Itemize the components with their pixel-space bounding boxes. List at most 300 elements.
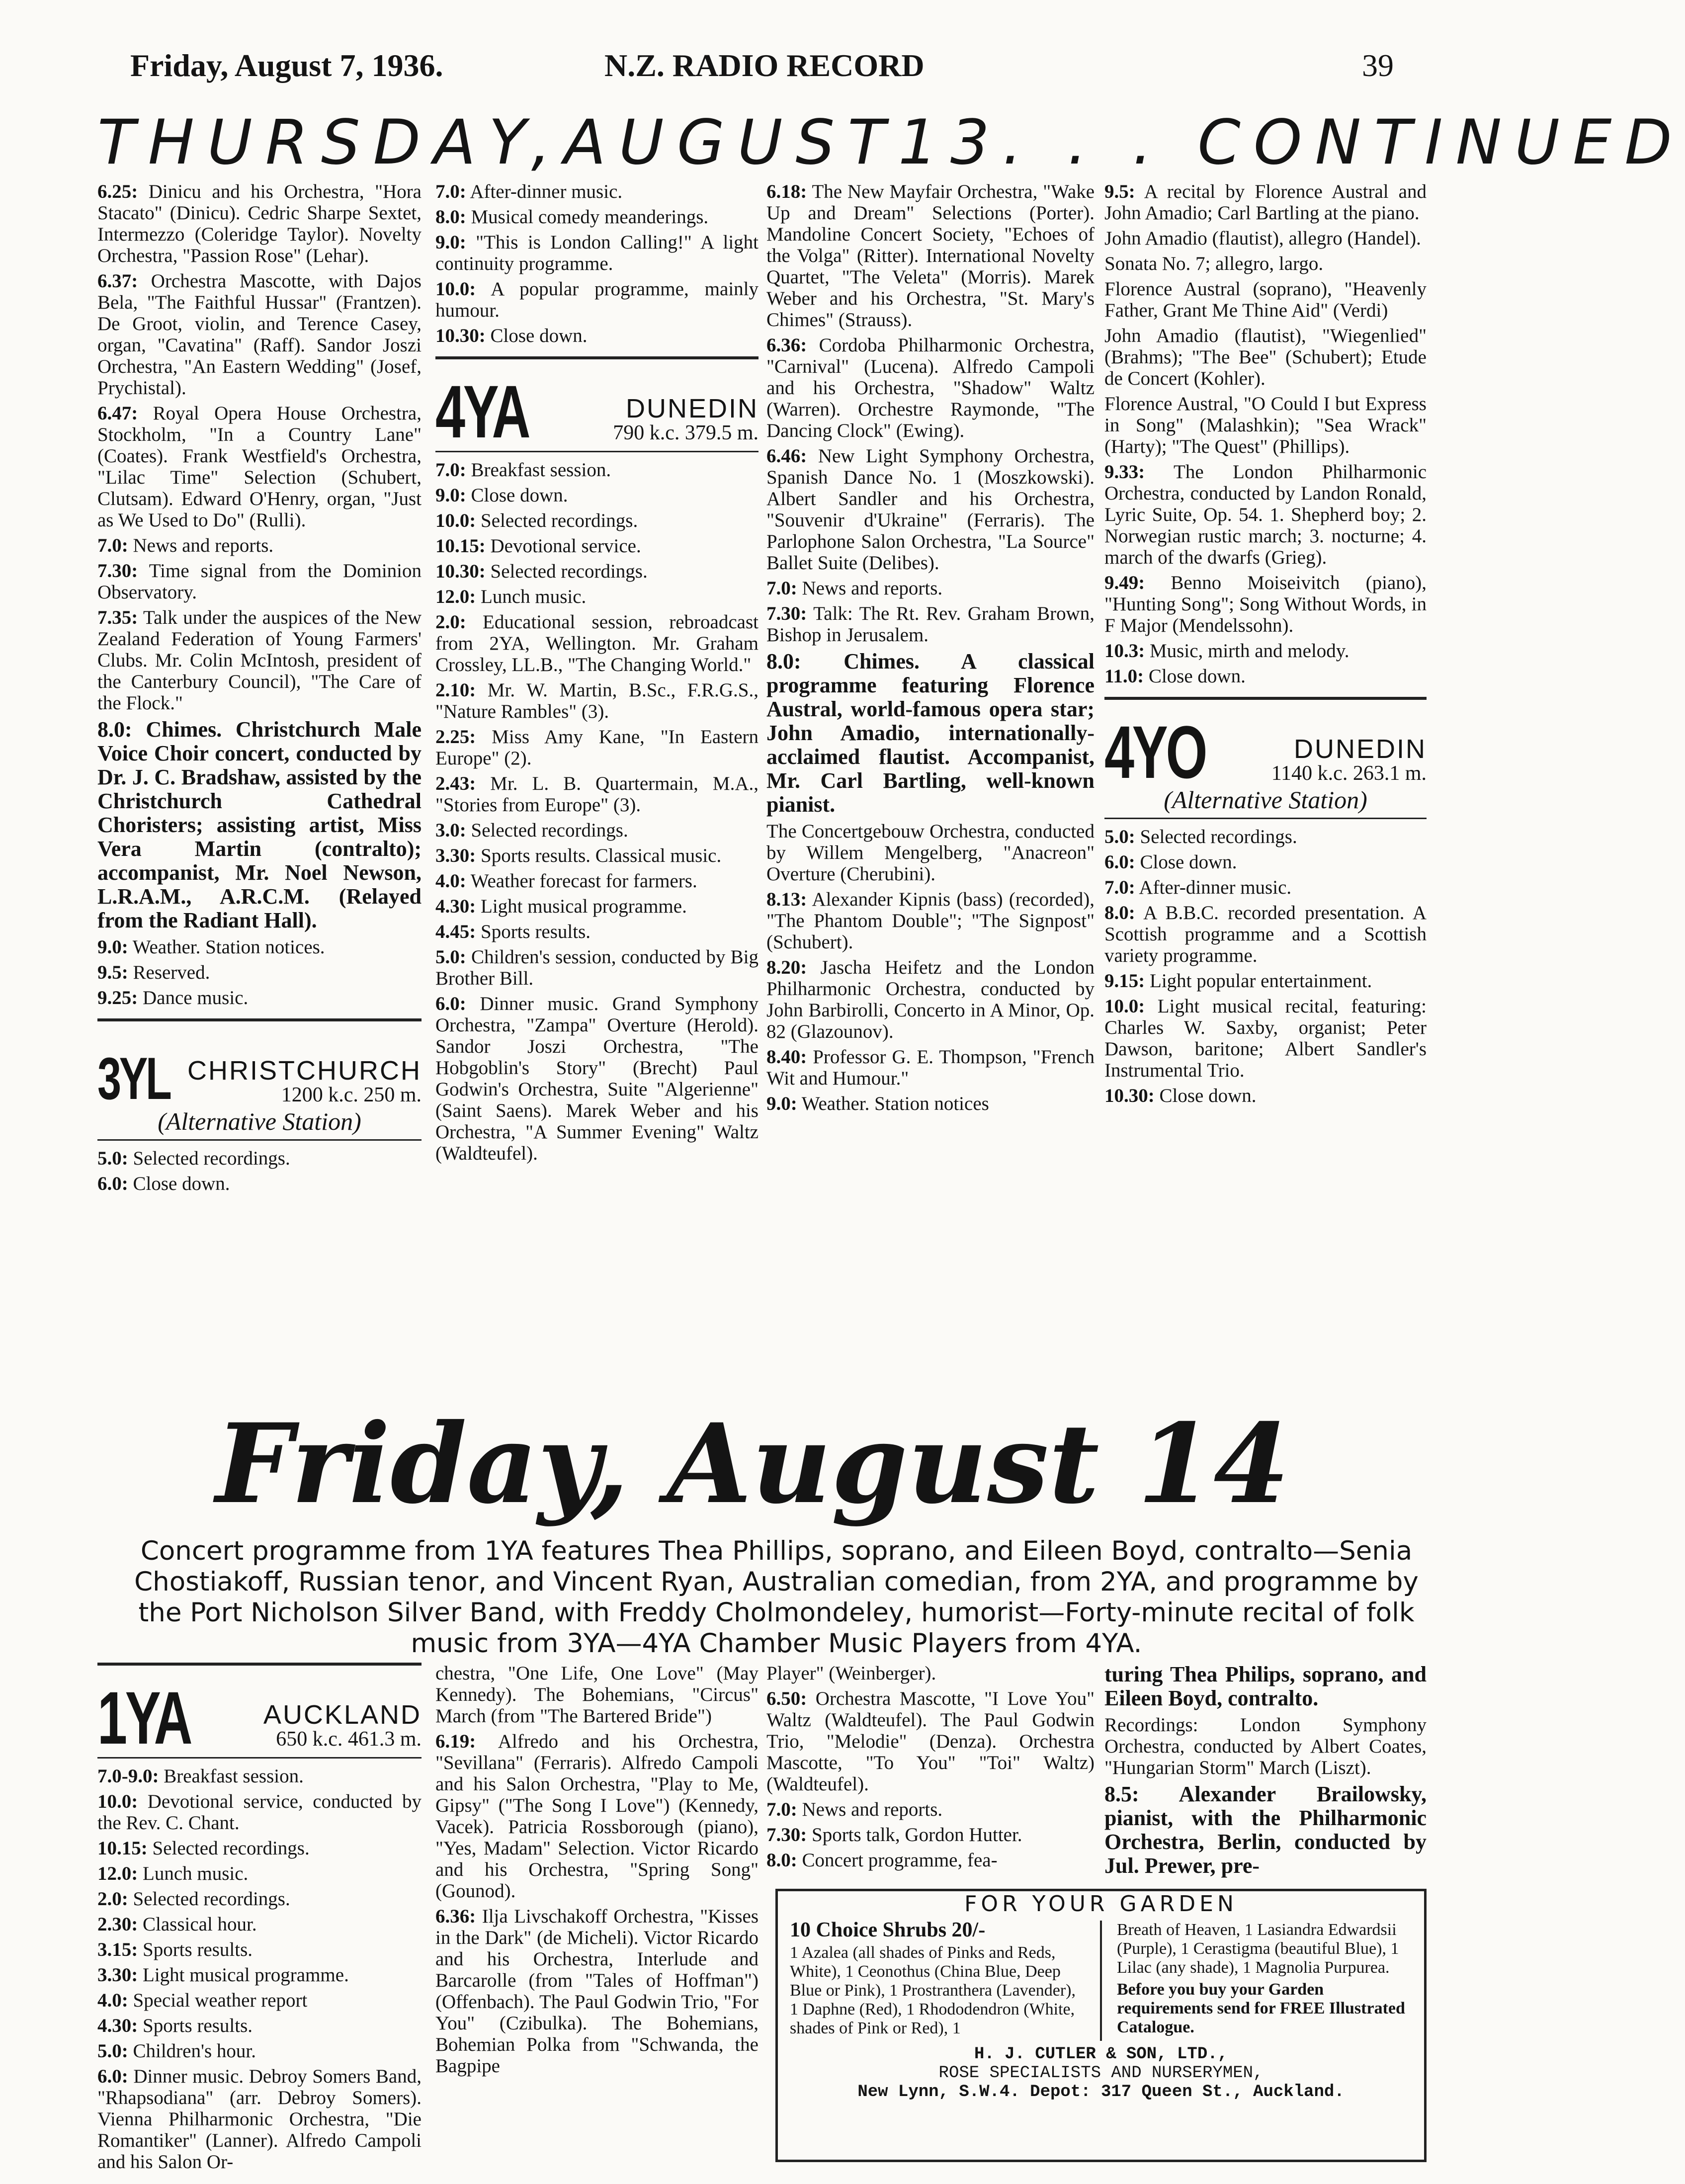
programme-list	[435, 181, 758, 346]
programme-list	[435, 1663, 758, 2077]
programme-item	[435, 820, 758, 841]
programme-time: 8.0:	[1104, 902, 1135, 924]
programme-time: 6.0:	[97, 1173, 128, 1194]
programme-text: Alexander Kipnis (bass) (recorded), "The Phantom Double"; "The Signpost" (Schubert).	[766, 889, 1095, 953]
header-publication: N.Z. RADIO RECORD	[604, 48, 925, 83]
programme-time: 7.0-9.0:	[97, 1765, 159, 1787]
programme-text: The London Philharmonic Orchestra, conducted by Landon Ronald, Lyric Suite, Op. 54. 1. Shepherd boy; 2. Norwegian rustic march; 3. nocturne; 4. march of the dwarfs (Grieg).	[1104, 461, 1427, 568]
programme-text: Special weather report	[128, 1990, 308, 2011]
station-callsign: 4YO	[1104, 710, 1206, 794]
programme-text: Dinner music. Debroy Somers Band, "Rhapsodiana" (arr. Debroy Somers). Vienna Philharmonic Orchestra, "Die Romantiker" (Lanner). Alfredo Campoli and his Salon Or-	[97, 2066, 421, 2173]
programme-time: 10.0:	[1104, 996, 1145, 1017]
programme-text: Weather. Station notices	[797, 1093, 989, 1114]
programme-item	[435, 896, 758, 917]
banner-word: 13	[898, 107, 1003, 178]
programme-item	[435, 1663, 758, 1727]
divider	[1104, 818, 1427, 819]
programme-time: 9.25:	[97, 987, 138, 1008]
programme-item	[435, 679, 758, 722]
programme-list	[97, 1765, 421, 2173]
programme-item	[766, 1799, 1095, 1820]
programme-text: Educational session, rebroadcast from 2YA, Wellington. Mr. Graham Crossley, LL.B., "The Changing World."	[435, 611, 758, 675]
programme-time: 8.40:	[766, 1046, 807, 1068]
divider	[97, 1663, 421, 1666]
ad-call-to-action: Before you buy your Garden requirements send for FREE Illustrated Catalogue.	[1117, 1980, 1405, 2036]
programme-text: New Light Symphony Orchestra, Spanish Dance No. 1 (Moszkowski). Albert Sandler and his Orchestra, "Souvenir d'Ukraine" (Ferraris). The Parlophone Salon Orchestra, "La Source" Ballet Suite (Delibes).	[766, 445, 1095, 574]
friday-col-4	[1104, 1663, 1427, 1882]
programme-text: Selected recordings.	[1135, 826, 1297, 847]
station-frequency: 650 k.c. 461.3 m.	[276, 1728, 421, 1751]
programme-item	[97, 270, 421, 399]
programme-time: 7.0:	[766, 578, 797, 599]
programme-item	[1104, 826, 1427, 847]
programme-text: Close down.	[1135, 851, 1237, 873]
programme-text: The New Mayfair Orchestra, "Wake Up and Dream" Selections (Porter). Mandoline Concert Society, "Echoes of the Volga" (Ritter). International Novelty Quartet, "The Veleta" (Morris). Marek Weber and his Orchestra, "St. Mary's Chimes" (Strauss).	[766, 181, 1095, 331]
programme-item	[1104, 851, 1427, 873]
programme-list	[435, 459, 758, 1164]
programme-text: Cordoba Philharmonic Orchestra, "Carnival" (Lucena). Alfredo Campoli and his Orchestra, "Shadow" Waltz (Warren). Orchestre Raymonde, "The Dancing Clock" (Ewing).	[766, 335, 1095, 441]
programme-time: 10.3:	[1104, 640, 1145, 662]
programme-item	[97, 1791, 421, 1834]
programme-time: 10.0:	[435, 510, 476, 531]
ad-footer	[778, 2045, 1424, 2101]
programme-item	[1104, 1782, 1427, 1878]
programme-time: 10.15:	[97, 1838, 148, 1859]
ad-trade: ROSE SPECIALISTS AND NURSERYMEN,	[938, 2064, 1264, 2083]
programme-time: 8.0:	[97, 717, 132, 742]
programme-item	[435, 206, 758, 228]
programme-time: 6.36:	[435, 1906, 476, 1927]
programme-text: Miss Amy Kane, "In Eastern Europe" (2).	[435, 726, 758, 769]
programme-time: 6.0:	[97, 2066, 128, 2087]
programme-list	[766, 181, 1095, 1114]
programme-time: 5.0:	[97, 1148, 128, 1169]
friday-col-1	[97, 1663, 421, 2177]
programme-item	[766, 1849, 1095, 1871]
station-header-3yl	[97, 1031, 421, 1112]
programme-text: Music, mirth and melody.	[1145, 640, 1349, 662]
programme-item	[435, 232, 758, 274]
programme-item	[435, 726, 758, 769]
friday-col-3	[766, 1663, 1095, 1875]
programme-time: 6.18:	[766, 181, 807, 202]
ad-heading: FOR YOUR GARDEN	[964, 1891, 1238, 1917]
programme-text: Breakfast session.	[159, 1765, 304, 1787]
programme-item	[435, 1731, 758, 1902]
station-info	[1221, 734, 1427, 785]
programme-text: Selected recordings.	[147, 1838, 310, 1859]
programme-time: 6.47:	[97, 403, 138, 424]
programme-time: 7.0:	[435, 181, 466, 202]
programme-item	[97, 2066, 421, 2173]
programme-text: Weather. Station notices.	[128, 936, 325, 958]
programme-text: Chimes. A classical programme featuring Florence Austral, world-famous opera star; John Amadio, internationally-acclaimed flautist. Accompanist, Mr. Carl Bartling, well-known pianist.	[766, 649, 1095, 817]
programme-time: 3.30:	[97, 1964, 138, 1986]
programme-item	[1104, 996, 1427, 1081]
programme-item	[97, 1964, 421, 1986]
thursday-col-1	[97, 181, 421, 1198]
programme-time: 7.35:	[97, 607, 138, 628]
programme-item	[435, 586, 758, 607]
programme-item	[435, 459, 758, 481]
programme-text: A recital by Florence Austral and John Amadio; Carl Bartling at the piano.	[1104, 181, 1427, 224]
programme-text: Reserved.	[128, 962, 210, 983]
programme-item	[97, 560, 421, 603]
programme-item	[435, 561, 758, 582]
programme-time: 2.30:	[97, 1914, 138, 1935]
programme-text: Mr. W. Martin, B.Sc., F.R.G.S., "Nature Rambles" (3).	[435, 679, 758, 722]
programme-item	[435, 325, 758, 346]
programme-text: John Amadio (flautist), allegro (Handel).	[1104, 228, 1421, 249]
programme-time: 5.0:	[435, 946, 466, 968]
programme-item	[97, 1990, 421, 2011]
programme-text: Benno Moiseivitch (piano), "Hunting Song"; Song Without Words, in F Major (Mendelssohn).	[1104, 572, 1427, 636]
programme-item	[97, 1863, 421, 1884]
programme-item	[766, 445, 1095, 574]
programme-time: 11.0:	[1104, 666, 1144, 687]
programme-time: 8.13:	[766, 889, 807, 910]
programme-text: Orchestra Mascotte, with Dajos Bela, "The Faithful Hussar" (Frantzen). De Groot, violin, and Terence Casey, organ, "Cavatina" (Raff). Sandor Joszi Orchestra, "An Eastern Wedding" (Josef, Prychistal).	[97, 270, 421, 399]
programme-time: 8.20:	[766, 957, 807, 978]
programme-text: Light popular entertainment.	[1145, 970, 1372, 992]
programme-time: 6.37:	[97, 270, 138, 292]
programme-time: 10.0:	[97, 1791, 138, 1812]
thursday-col-3	[766, 181, 1095, 1118]
programme-item	[1104, 325, 1427, 389]
programme-list	[1104, 826, 1427, 1106]
programme-text: Light musical programme.	[138, 1964, 349, 1986]
programme-text: Recordings: London Symphony Orchestra, conducted by Albert Coates, "Hungarian Storm" March (Liszt).	[1104, 1714, 1427, 1778]
programme-item	[766, 181, 1095, 331]
station-info	[203, 1700, 421, 1751]
programme-text: Alfredo and his Orchestra, "Sevillana" (Ferraris). Alfredo Campoli and his Salon Orchestra, "Play to Me, Gipsy" ("The Song I Love") (Kennedy, Vacek). Patricia Rossborough (piano), "Yes, Madam" Selection. Victor Ricardo and his Orchestra, "Spring Song" (Gounod).	[435, 1731, 758, 1902]
programme-time: 2.0:	[435, 611, 466, 633]
programme-text: Selected recordings.	[476, 510, 638, 531]
programme-item	[1104, 666, 1427, 687]
station-note: (Alternative Station)	[1164, 786, 1367, 814]
programme-text: The Concertgebouw Orchestra, conducted by Willem Mengelberg, "Anacreon" Overture (Cherubini).	[766, 821, 1095, 885]
station-frequency: 790 k.c. 379.5 m.	[613, 421, 758, 444]
programme-text: Classical hour.	[138, 1914, 257, 1935]
page-number: 39	[1362, 48, 1394, 83]
programme-text: Lunch music.	[476, 586, 587, 607]
programme-text: Talk under the auspices of the New Zealand Federation of Young Farmers' Clubs. Mr. Colin McIntosh, president of the Canterbury Council), "The Care of the Flock."	[97, 607, 421, 714]
programme-time: 2.25:	[435, 726, 476, 748]
programme-text: Chimes. Christchurch Male Voice Choir concert, conducted by Dr. J. C. Bradshaw, assisted by the Christchurch Cathedral Choristers; assisting artist, Miss Vera Martin (contralto); accompanist, Mr. Noel Newson, L.R.A.M., A.R.C.M. (Relayed from the Radiant Hall).	[97, 717, 421, 932]
programme-text: Sports results.	[476, 921, 591, 942]
programme-time: 12.0:	[97, 1863, 138, 1884]
friday-intro: Concert programme from 1YA features Thea Phillips, soprano, and Eileen Boyd, contralto—Senia Chostiakoff, Russian tenor, and Vincent Ryan, Australian comedian, from 2YA, and programme by the Port Nicholson Silver Band, with Freddy Cholmondeley, humorist—Forty-minute recital of folk music from 3YA—4YA Chamber Music Players from 4YA.	[134, 1536, 1419, 1659]
programme-item	[435, 510, 758, 531]
programme-item	[435, 993, 758, 1164]
programme-item	[97, 718, 421, 932]
programme-text: Close down.	[485, 325, 588, 346]
programme-time: 9.0:	[435, 232, 466, 253]
programme-time: 3.0:	[435, 820, 466, 841]
ad-shrub-list: 1 Azalea (all shades of Pinks and Reds, White), 1 Ceonothus (China Blue, Deep Blue or Pink), 1 Prostranthera (Lavender), 1 Daphne (Red), 1 Rhododendron (White, shades of Pink or Red), 1	[790, 1943, 1076, 2037]
programme-time: 2.10:	[435, 679, 476, 701]
programme-text: A popular programme, mainly humour.	[435, 278, 758, 321]
programme-item	[435, 946, 758, 989]
programme-time: 5.0:	[97, 2040, 128, 2062]
programme-time: 7.0:	[766, 1799, 797, 1820]
friday-title: Friday, August 14	[215, 1399, 1290, 1528]
ad-address: New Lynn, S.W.4. Depot: 317 Queen St., Auckland.	[857, 2083, 1345, 2101]
programme-item	[435, 921, 758, 942]
programme-time: 7.30:	[766, 603, 807, 624]
programme-item	[1104, 970, 1427, 992]
programme-text: Time signal from the Dominion Observatory.	[97, 560, 421, 603]
programme-item	[97, 535, 421, 556]
programme-item	[97, 987, 421, 1008]
programme-text: Dance music.	[138, 987, 249, 1008]
programme-text: Light musical programme.	[476, 896, 687, 917]
programme-item	[766, 335, 1095, 441]
programme-item	[97, 181, 421, 266]
garden-advertisement	[775, 1889, 1427, 2162]
programme-time: 3.15:	[97, 1939, 138, 1960]
station-city: AUCKLAND	[263, 1700, 421, 1730]
programme-item	[766, 1688, 1095, 1795]
programme-text: Alexander Brailowsky, pianist, with the Philharmonic Orchestra, Berlin, conducted by Jul. Prewer, pre-	[1104, 1782, 1427, 1878]
programme-item	[1104, 278, 1427, 321]
divider	[435, 356, 758, 359]
thursday-col-2	[435, 181, 758, 1168]
programme-item	[435, 278, 758, 321]
station-frequency: 1140 k.c. 263.1 m.	[1271, 762, 1427, 785]
programme-item	[766, 1824, 1095, 1846]
programme-item	[766, 603, 1095, 646]
programme-time: 4.0:	[435, 870, 466, 892]
programme-text: Breakfast session.	[466, 459, 611, 481]
programme-text: Selected recordings.	[128, 1888, 290, 1910]
programme-text: Jascha Heifetz and the London Philharmonic Orchestra, conducted by John Barbirolli, Concerto in A Minor, Op. 82 (Glazounov).	[766, 957, 1095, 1042]
programme-item	[766, 957, 1095, 1042]
programme-text: Selected recordings.	[128, 1148, 290, 1169]
station-frequency: 1200 k.c. 250 m.	[281, 1084, 421, 1106]
programme-time: 6.0:	[1104, 851, 1135, 873]
programme-text: Sports results.	[138, 2015, 253, 2036]
programme-item	[1104, 461, 1427, 568]
programme-text: turing Thea Philips, soprano, and Eileen Boyd, contralto.	[1104, 1662, 1427, 1710]
programme-text: Musical comedy meanderings.	[466, 206, 709, 228]
divider	[97, 1018, 421, 1021]
friday-col-2	[435, 1663, 758, 2081]
programme-item	[97, 1765, 421, 1787]
programme-text: Sports results. Classical music.	[476, 845, 722, 866]
programme-text: Royal Opera House Orchestra, Stockholm, "In a Country Lane" (Coates). Frank Westfield's Orchestra, "Lilac Time" Selection (Schubert, Clutsam). Edward O'Henry, organ, "Just as We Used to Do" (Rulli).	[97, 403, 421, 531]
programme-time: 4.0:	[97, 1990, 128, 2011]
programme-item	[97, 1148, 421, 1169]
thursday-col-4	[1104, 181, 1427, 1110]
programme-item	[766, 1663, 1095, 1684]
programme-text: A B.B.C. recorded presentation. A Scottish programme and a Scottish variety programme.	[1104, 902, 1427, 966]
ad-body	[778, 1917, 1424, 2045]
programme-text: Professor G. E. Thompson, "French Wit and Humour."	[766, 1046, 1095, 1089]
programme-time: 4.30:	[97, 2015, 138, 2036]
programme-item	[435, 611, 758, 675]
ad-title: 10 Choice Shrubs 20/-	[790, 1919, 986, 1941]
banner-word: THURSDAY,	[97, 107, 564, 178]
programme-item	[97, 1173, 421, 1194]
programme-item	[435, 773, 758, 816]
programme-text: Children's session, conducted by Big Brother Bill.	[435, 946, 758, 989]
station-callsign: 3YL	[97, 1045, 170, 1112]
divider	[97, 1139, 421, 1141]
programme-item	[766, 578, 1095, 599]
programme-time: 9.5:	[97, 962, 128, 983]
programme-text: Mr. L. B. Quartermain, M.A., "Stories from Europe" (3).	[435, 773, 758, 816]
programme-item	[766, 821, 1095, 885]
station-callsign: 4YA	[435, 370, 529, 453]
programme-time: 10.30:	[435, 561, 486, 582]
programme-text: John Amadio (flautist), "Wiegenlied" (Brahms); "The Bee" (Schubert); Etude de Concert (Kohler).	[1104, 325, 1427, 389]
programme-text: Florence Austral, "O Could I but Express in Song" (Malashkin); "Sea Wrack" (Harty); "The Quest" (Phillips).	[1104, 393, 1427, 457]
ad-firm: H. J. CUTLER & SON, LTD.,	[974, 2045, 1228, 2064]
divider	[1104, 697, 1427, 700]
programme-time: 6.0:	[435, 993, 466, 1014]
programme-text: Florence Austral (soprano), "Heavenly Father, Grant Me Thine Aid" (Verdi)	[1104, 278, 1427, 321]
ad-shrub-list-cont: Breath of Heaven, 1 Lasiandra Edwardsii (Purple), 1 Cerastigma (beautiful Blue), 1 Lilac (any shade), 1 Magnolia Purpurea.	[1117, 1921, 1399, 1977]
programme-text: Orchestra Mascotte, "I Love You" Waltz (Waldteufel). The Paul Godwin Trio, "Melodie" (Denza). Orchestra Mascotte, "To You" "Toi" Waltz) (Waldteufel).	[766, 1688, 1095, 1795]
programme-text: Children's hour.	[128, 2040, 256, 2062]
programme-time: 9.33:	[1104, 461, 1145, 483]
programme-time: 6.25:	[97, 181, 138, 202]
programme-text: Light musical recital, featuring: Charles W. Saxby, organist; Peter Dawson, baritone; Albert Sandler's Instrumental Trio.	[1104, 996, 1427, 1081]
programme-item	[435, 535, 758, 557]
programme-text: Dinner music. Grand Symphony Orchestra, "Zampa" Overture (Herold). Sandor Joszi Orchestra, "The Hobgoblin's Story" (Brecht) Paul Godwin's Orchestra, Suite "Algerienne" (Saint Saens). Marek Weber and his Orchestra, "A Summer Evening" Waltz (Waldteufel).	[435, 993, 758, 1164]
programme-text: Selected recordings.	[485, 561, 648, 582]
programme-text: After-dinner music.	[466, 181, 623, 202]
banner-word: AUGUST	[564, 107, 898, 178]
programme-item	[435, 845, 758, 866]
programme-item	[766, 1046, 1095, 1089]
station-callsign: 1YA	[97, 1676, 191, 1760]
programme-text: After-dinner music.	[1135, 877, 1292, 898]
programme-item	[766, 1093, 1095, 1114]
programme-text: Close down.	[128, 1173, 230, 1194]
station-city: DUNEDIN	[625, 394, 758, 423]
programme-time: 9.0:	[766, 1093, 797, 1114]
programme-text: Talk: The Rt. Rev. Graham Brown, Bishop in Jerusalem.	[766, 603, 1095, 646]
programme-item	[435, 1906, 758, 2077]
programme-time: 9.15:	[1104, 970, 1145, 992]
programme-item	[1104, 393, 1427, 457]
programme-item	[1104, 640, 1427, 662]
programme-list	[1104, 181, 1427, 687]
station-info	[541, 394, 758, 444]
programme-text: News and reports.	[128, 535, 274, 556]
programme-text: Devotional service, conducted by the Rev. C. Chant.	[97, 1791, 421, 1834]
programme-text: Devotional service.	[485, 535, 641, 557]
programme-text: "This is London Calling!" A light continuity programme.	[435, 232, 758, 274]
programme-item	[435, 870, 758, 892]
programme-time: 3.30:	[435, 845, 476, 866]
programme-time: 7.30:	[97, 560, 138, 582]
programme-time: 10.30:	[435, 325, 486, 346]
programme-time: 7.30:	[766, 1824, 807, 1846]
programme-text: Sports talk, Gordon Hutter.	[807, 1824, 1022, 1846]
station-note: (Alternative Station)	[158, 1107, 361, 1135]
programme-text: chestra, "One Life, One Love" (May Kennedy). The Bohemians, "Circus" March (from "The Bartered Bride")	[435, 1663, 758, 1727]
programme-text: Sports results.	[138, 1939, 253, 1960]
station-city: CHRISTCHURCH	[187, 1056, 421, 1086]
banner-word: . . . CONTINUED	[1002, 107, 1685, 178]
programme-time: 7.0:	[435, 459, 466, 481]
header-date: Friday, August 7, 1936.	[130, 48, 443, 83]
programme-time: 2.0:	[97, 1888, 128, 1910]
programme-text: Lunch music.	[138, 1863, 249, 1884]
programme-time: 7.0:	[97, 535, 128, 556]
station-header-1ya	[97, 1676, 421, 1760]
programme-item	[97, 1914, 421, 1935]
programme-text: Dinicu and his Orchestra, "Hora Stacato" (Dinicu). Cedric Sharpe Sextet, Intermezzo (Coleridge Taylor). Novelty Orchestra, "Passion Rose" (Lehar).	[97, 181, 421, 266]
programme-item	[1104, 181, 1427, 224]
programme-time: 6.50:	[766, 1688, 807, 1709]
programme-item	[766, 889, 1095, 953]
programme-time: 9.49:	[1104, 572, 1145, 593]
programme-text: Sonata No. 7; allegro, largo.	[1104, 253, 1324, 274]
ad-right-column	[1117, 1921, 1412, 2041]
programme-time: 2.43:	[435, 773, 476, 794]
programme-item	[766, 650, 1095, 817]
programme-time: 6.36:	[766, 335, 807, 356]
programme-text: Player" (Weinberger).	[766, 1663, 936, 1684]
station-city: DUNEDIN	[1293, 734, 1427, 764]
programme-item	[1104, 228, 1427, 249]
programme-list	[97, 181, 421, 1008]
programme-item	[1104, 1663, 1427, 1710]
programme-item	[97, 1939, 421, 1960]
ad-left-column	[790, 1921, 1085, 2041]
programme-time: 9.0:	[435, 485, 466, 506]
programme-time: 9.5:	[1104, 181, 1135, 202]
programme-text: Close down.	[1144, 666, 1246, 687]
programme-text: Close down.	[1154, 1085, 1257, 1106]
programme-time: 8.0:	[766, 1849, 797, 1871]
programme-item	[97, 936, 421, 958]
programme-time: 8.0:	[435, 206, 466, 228]
programme-text: Selected recordings.	[466, 820, 628, 841]
station-info	[174, 1056, 421, 1106]
programme-text: Close down.	[466, 485, 568, 506]
programme-item	[1104, 1714, 1427, 1778]
programme-time: 6.46:	[766, 445, 807, 467]
programme-item	[97, 1888, 421, 1910]
programme-item	[1104, 572, 1427, 636]
programme-text: Ilja Livschakoff Orchestra, "Kisses in the Dark" (de Micheli). Victor Ricardo and his Orchestra, Interlude and Barcarolle (from "Tales of Hoffman") (Offenbach). The Paul Godwin Trio, "For You" (Czibulka). The Bohemians, Bohemian Polka from "Schwanda, the Bagpipe	[435, 1906, 758, 2077]
programme-item	[97, 2015, 421, 2036]
programme-item	[435, 485, 758, 506]
programme-time: 12.0:	[435, 586, 476, 607]
programme-time: 5.0:	[1104, 826, 1135, 847]
programme-item	[97, 962, 421, 983]
programme-text: News and reports.	[797, 1799, 943, 1820]
station-header-4ya	[435, 369, 758, 453]
programme-time: 9.0:	[97, 936, 128, 958]
programme-item	[1104, 1085, 1427, 1106]
programme-time: 4.45:	[435, 921, 476, 942]
programme-item	[97, 607, 421, 714]
programme-item	[1104, 253, 1427, 274]
programme-item	[435, 181, 758, 202]
programme-item	[97, 2040, 421, 2062]
programme-time: 8.5:	[1104, 1782, 1139, 1806]
programme-item	[97, 1838, 421, 1859]
programme-time: 7.0:	[1104, 877, 1135, 898]
programme-item	[97, 403, 421, 531]
programme-text: Concert programme, fea-	[797, 1849, 998, 1871]
